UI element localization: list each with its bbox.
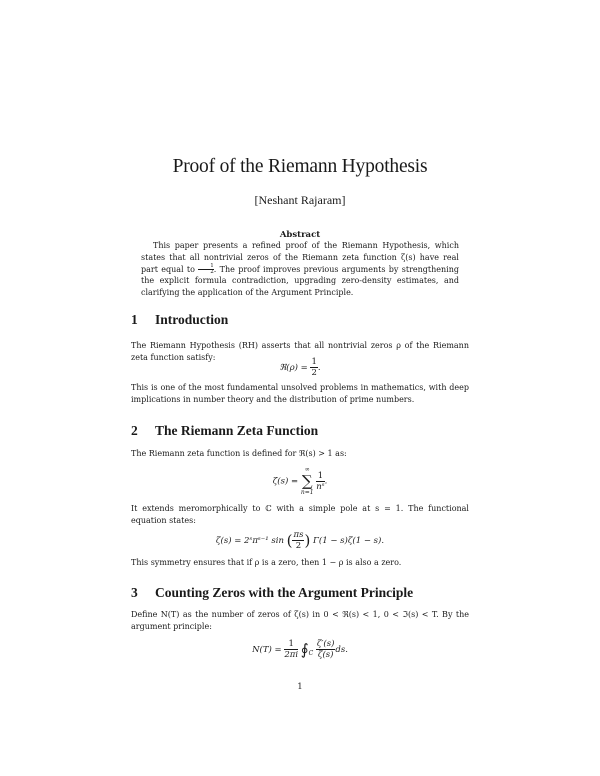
abstract-text-1: This paper presents a refined proof of the Riemann Hypothesis, which states that all nontrivial zeros of the Riemann zeta function ζ(s) have real part equal to [141,241,459,274]
section-3-heading: 3 Counting Zeros with the Argument Principle [131,585,414,600]
section-1-equation: ℜ(ρ) = $\frac{1}{2}$ . [279,357,321,378]
section-3-para-1: Define N(T) as the number of zeros of ζ(s) in 0 < ℜ(s) < 1, 0 < ℑ(s) < T. By the argument principle: [131,610,469,631]
section-2-functional-equation: ζ(s) = 2ˢπˢ⁻¹ sin ( $\frac{\pi s}{2}$ ) Γ(1 − s)ζ(1 − s). [215,530,385,551]
section-1-para-2: This is one of the most fundamental unsolved problems in mathematics, with deep implications in number theory and the distribution of prime numbers. [131,383,469,404]
abstract-text-2: . The proof improves previous arguments by strengthening the explicit formula contradiction, upgrading zero-density estimates, and clarifying the application of the Argument Principle. [141,264,459,298]
section-2-para-3: This symmetry ensures that if ρ is a zero, then 1 − ρ is also a zero. [131,558,402,567]
section-2-heading: 2 The Riemann Zeta Function [131,423,319,438]
abstract-body [141,240,459,299]
abstract-heading: Abstract [279,230,321,240]
abstract-half-fraction: $\frac{1}{2}$ [198,264,214,275]
section-1-heading: 1 Introduction [131,312,229,327]
page-number: 1 [297,682,303,692]
section-1-para-1: The Riemann Hypothesis (RH) asserts that all nontrivial zeros ρ of the Riemann zeta function satisfy: [131,341,469,362]
author-line: [Neshant Rajaram] [254,193,346,207]
section-2-para-2: It extends meromorphically to ℂ with a simple pole at s = 1. The functional equation states: [131,504,469,525]
section-2-para-1: The Riemann zeta function is defined for ℜ(s) > 1 as: [131,449,347,458]
section-3-argument-principle-equation: N(T) = $\frac{1}{2\pi i}$ $∮_C$ $\frac{\zeta'(s)}{\zeta(s)}$ ds. [252,639,348,660]
paper-title: Proof of the Riemann Hypothesis [172,156,428,177]
section-2-zeta-definition: ζ(s) = ∞ ∑ n=1 $\frac{1}{\text{nˢ}}$ . [272,466,328,496]
